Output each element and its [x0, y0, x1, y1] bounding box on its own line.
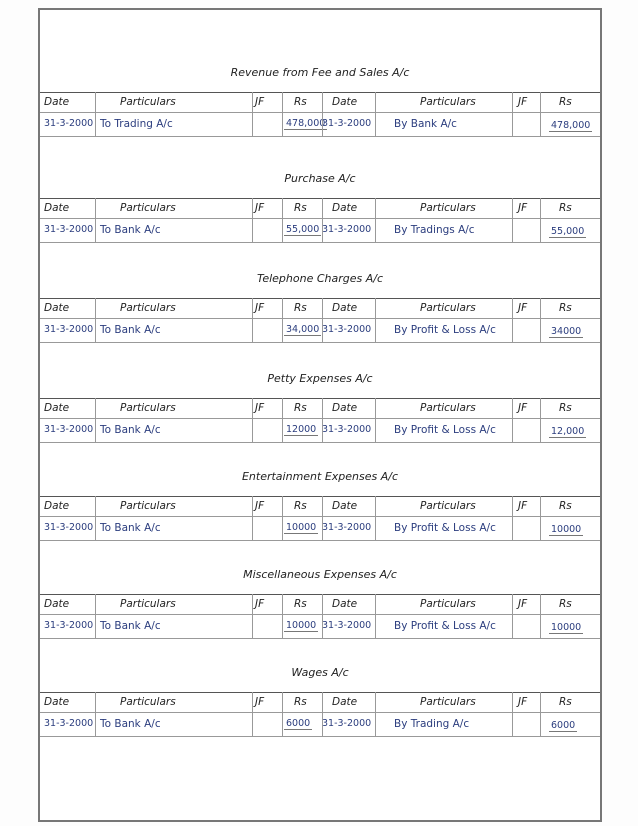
entry-particulars-debit: To Bank A/c — [100, 718, 161, 730]
entry-amount-credit: 6000 — [551, 720, 576, 731]
column-divider — [322, 298, 323, 342]
entry-bottom-rule — [40, 638, 600, 639]
column-divider — [95, 692, 96, 736]
entry-particulars-credit: By Profit & Loss A/c — [394, 424, 496, 436]
header-rs-credit: Rs — [559, 696, 572, 708]
entry-date-credit: 31-3-2000 — [322, 324, 372, 335]
column-divider — [375, 198, 376, 242]
header-top-rule — [40, 594, 600, 595]
entry-particulars-credit: By Profit & Loss A/c — [394, 620, 496, 632]
entry-amount-credit: 478,000 — [551, 120, 591, 131]
header-bottom-rule — [40, 516, 600, 517]
entry-date-debit: 31-3-2000 — [44, 224, 94, 235]
column-divider — [252, 92, 253, 136]
entry-date-credit: 31-3-2000 — [322, 620, 372, 631]
entry-date-debit: 31-3-2000 — [44, 424, 94, 435]
account-title: Revenue from Fee and Sales A/c — [230, 66, 410, 79]
column-divider — [375, 594, 376, 638]
column-divider — [322, 198, 323, 242]
column-divider — [322, 496, 323, 540]
ledger-account — [40, 470, 600, 562]
entry-amount-debit: 10000 — [286, 620, 317, 631]
column-divider — [282, 692, 283, 736]
header-top-rule — [40, 298, 600, 299]
ledger-account — [40, 172, 600, 264]
header-jf-credit: JF — [518, 696, 528, 708]
entry-date-debit: 31-3-2000 — [44, 620, 94, 631]
header-date-debit: Date — [44, 402, 70, 414]
entry-amount-debit: 34,000 — [286, 324, 320, 335]
entry-bottom-rule — [40, 242, 600, 243]
header-particulars-debit: Particulars — [120, 96, 176, 108]
entry-amount-debit: 12000 — [286, 424, 317, 435]
entry-date-debit: 31-3-2000 — [44, 118, 94, 129]
header-particulars-credit: Particulars — [420, 598, 476, 610]
column-divider — [540, 594, 541, 638]
header-jf-debit: JF — [255, 302, 265, 314]
ledger-account — [40, 66, 600, 158]
header-rs-debit: Rs — [294, 696, 307, 708]
ledger-account — [40, 372, 600, 464]
column-divider — [375, 92, 376, 136]
header-date-debit: Date — [44, 598, 70, 610]
entry-amount-debit: 55,000 — [286, 224, 320, 235]
entry-date-credit: 31-3-2000 — [322, 424, 372, 435]
header-date-credit: Date — [332, 598, 358, 610]
entry-bottom-rule — [40, 736, 600, 737]
header-jf-debit: JF — [255, 696, 265, 708]
header-bottom-rule — [40, 112, 600, 113]
header-date-credit: Date — [332, 696, 358, 708]
entry-particulars-credit: By Trading A/c — [394, 718, 470, 730]
header-bottom-rule — [40, 318, 600, 319]
entry-amount-debit: 6000 — [286, 718, 311, 729]
header-rs-debit: Rs — [294, 598, 307, 610]
column-divider — [512, 692, 513, 736]
entry-date-debit: 31-3-2000 — [44, 324, 94, 335]
header-rs-credit: Rs — [559, 402, 572, 414]
column-divider — [252, 198, 253, 242]
entry-particulars-debit: To Bank A/c — [100, 424, 161, 436]
header-jf-debit: JF — [255, 202, 265, 214]
column-divider — [540, 298, 541, 342]
entry-particulars-credit: By Profit & Loss A/c — [394, 522, 496, 534]
column-divider — [95, 398, 96, 442]
column-divider — [375, 692, 376, 736]
header-rs-credit: Rs — [559, 202, 572, 214]
header-particulars-credit: Particulars — [420, 202, 476, 214]
ledger-account — [40, 666, 600, 758]
header-rs-debit: Rs — [294, 96, 307, 108]
column-divider — [512, 198, 513, 242]
entry-date-credit: 31-3-2000 — [322, 522, 372, 533]
header-jf-debit: JF — [255, 402, 265, 414]
account-title: Wages A/c — [291, 666, 349, 679]
column-divider — [252, 496, 253, 540]
column-divider — [252, 692, 253, 736]
column-divider — [540, 496, 541, 540]
header-rs-credit: Rs — [559, 96, 572, 108]
header-particulars-debit: Particulars — [120, 598, 176, 610]
column-divider — [95, 594, 96, 638]
column-divider — [252, 398, 253, 442]
header-particulars-credit: Particulars — [420, 500, 476, 512]
header-rs-credit: Rs — [559, 598, 572, 610]
column-divider — [512, 92, 513, 136]
header-particulars-credit: Particulars — [420, 96, 476, 108]
entry-amount-credit: 10000 — [551, 622, 582, 633]
header-date-credit: Date — [332, 500, 358, 512]
header-date-credit: Date — [332, 302, 358, 314]
column-divider — [95, 298, 96, 342]
header-top-rule — [40, 92, 600, 93]
column-divider — [540, 692, 541, 736]
entry-date-credit: 31-3-2000 — [322, 224, 372, 235]
header-date-debit: Date — [44, 696, 70, 708]
header-jf-credit: JF — [518, 96, 528, 108]
header-jf-credit: JF — [518, 302, 528, 314]
column-divider — [512, 398, 513, 442]
entry-date-debit: 31-3-2000 — [44, 522, 94, 533]
entry-amount-credit: 10000 — [551, 524, 582, 535]
header-jf-credit: JF — [518, 500, 528, 512]
column-divider — [282, 496, 283, 540]
header-jf-credit: JF — [518, 402, 528, 414]
column-divider — [375, 298, 376, 342]
entry-particulars-credit: By Profit & Loss A/c — [394, 324, 496, 336]
header-rs-debit: Rs — [294, 302, 307, 314]
column-divider — [282, 92, 283, 136]
header-date-debit: Date — [44, 96, 70, 108]
column-divider — [512, 594, 513, 638]
header-particulars-credit: Particulars — [420, 696, 476, 708]
column-divider — [375, 496, 376, 540]
column-divider — [322, 692, 323, 736]
header-jf-credit: JF — [518, 598, 528, 610]
entry-particulars-debit: To Bank A/c — [100, 224, 161, 236]
header-particulars-debit: Particulars — [120, 302, 176, 314]
entry-amount-credit: 12,000 — [551, 426, 585, 437]
column-divider — [322, 92, 323, 136]
entry-date-debit: 31-3-2000 — [44, 718, 94, 729]
header-date-debit: Date — [44, 302, 70, 314]
header-jf-credit: JF — [518, 202, 528, 214]
account-title: Petty Expenses A/c — [267, 372, 373, 385]
column-divider — [282, 298, 283, 342]
entry-particulars-debit: To Bank A/c — [100, 620, 161, 632]
entry-particulars-credit: By Bank A/c — [394, 118, 457, 130]
header-rs-credit: Rs — [559, 302, 572, 314]
header-bottom-rule — [40, 218, 600, 219]
column-divider — [375, 398, 376, 442]
account-title: Purchase A/c — [284, 172, 356, 185]
column-divider — [282, 198, 283, 242]
account-title: Telephone Charges A/c — [256, 272, 384, 285]
header-top-rule — [40, 398, 600, 399]
entry-particulars-debit: To Bank A/c — [100, 324, 161, 336]
entry-bottom-rule — [40, 442, 600, 443]
entry-amount-debit: 478,000 — [286, 118, 326, 129]
entry-date-credit: 31-3-2000 — [322, 718, 372, 729]
header-particulars-credit: Particulars — [420, 302, 476, 314]
header-jf-debit: JF — [255, 598, 265, 610]
header-date-debit: Date — [44, 202, 70, 214]
entry-particulars-credit: By Tradings A/c — [394, 224, 475, 236]
header-top-rule — [40, 692, 600, 693]
header-top-rule — [40, 496, 600, 497]
header-rs-debit: Rs — [294, 500, 307, 512]
column-divider — [322, 398, 323, 442]
column-divider — [540, 398, 541, 442]
column-divider — [322, 594, 323, 638]
entry-particulars-debit: To Trading A/c — [100, 118, 173, 130]
account-title: Miscellaneous Expenses A/c — [243, 568, 397, 581]
column-divider — [540, 198, 541, 242]
account-title: Entertainment Expenses A/c — [241, 470, 399, 483]
header-bottom-rule — [40, 712, 600, 713]
column-divider — [252, 298, 253, 342]
entry-amount-debit: 10000 — [286, 522, 317, 533]
header-particulars-debit: Particulars — [120, 402, 176, 414]
header-bottom-rule — [40, 614, 600, 615]
column-divider — [95, 496, 96, 540]
column-divider — [540, 92, 541, 136]
header-date-credit: Date — [332, 202, 358, 214]
entry-amount-credit: 34000 — [551, 326, 582, 337]
header-date-credit: Date — [332, 402, 358, 414]
column-divider — [512, 496, 513, 540]
entry-bottom-rule — [40, 342, 600, 343]
ledger-account — [40, 272, 600, 364]
header-date-debit: Date — [44, 500, 70, 512]
entry-date-credit: 31-3-2000 — [322, 118, 372, 129]
header-rs-credit: Rs — [559, 500, 572, 512]
entry-amount-credit: 55,000 — [551, 226, 585, 237]
column-divider — [95, 198, 96, 242]
column-divider — [282, 398, 283, 442]
header-particulars-debit: Particulars — [120, 500, 176, 512]
entry-bottom-rule — [40, 136, 600, 137]
header-particulars-credit: Particulars — [420, 402, 476, 414]
header-rs-debit: Rs — [294, 402, 307, 414]
header-bottom-rule — [40, 418, 600, 419]
header-jf-debit: JF — [255, 96, 265, 108]
entry-particulars-debit: To Bank A/c — [100, 522, 161, 534]
entry-bottom-rule — [40, 540, 600, 541]
header-top-rule — [40, 198, 600, 199]
header-particulars-debit: Particulars — [120, 696, 176, 708]
column-divider — [95, 92, 96, 136]
header-rs-debit: Rs — [294, 202, 307, 214]
header-jf-debit: JF — [255, 500, 265, 512]
header-particulars-debit: Particulars — [120, 202, 176, 214]
ledger-account — [40, 568, 600, 660]
header-date-credit: Date — [332, 96, 358, 108]
column-divider — [252, 594, 253, 638]
column-divider — [512, 298, 513, 342]
ledger-page — [38, 8, 602, 822]
column-divider — [282, 594, 283, 638]
